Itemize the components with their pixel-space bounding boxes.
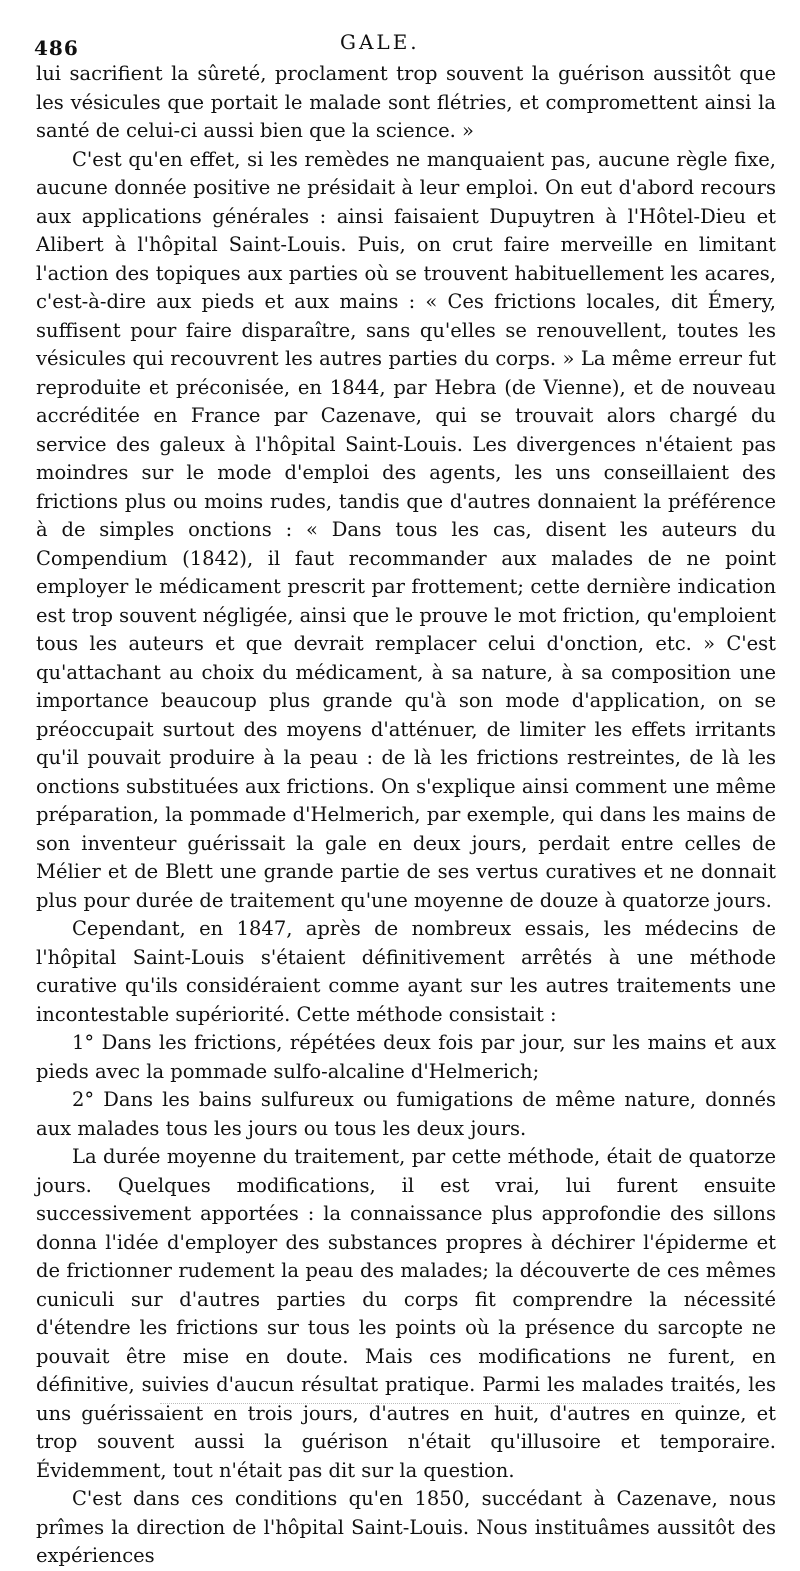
page-number: 486: [34, 36, 79, 60]
paragraph-remedies: C'est qu'en effet, si les remèdes ne manquaient pas, aucune règle fixe, aucune donnée positive ne présidait à leur emploi. On eut d'abord recours aux applications générales : ainsi faisaient Dupuytren à l'Hôtel-Dieu et Alibert à l'hôpital Saint-Louis. Puis, on crut faire merveille en limitant l'action des topiques aux parties où se trouvent habituellement les acares, c'est-à-dire aux pieds et aux mains : « Ces frictions locales, dit Émery, suffisent pour faire disparaître, sans qu'elles se renouvellent, toutes les vésicules qui recouvrent les autres parties du corps. » La même erreur fut reproduite et préconisée, en 1844, par Hebra (de Vienne), et de nouveau accréditée en France par Cazenave, qui se trouvait alors chargé du service des galeux à l'hôpital Saint-Louis. Les divergences n'étaient pas moindres sur le mode d'emploi des agents, les uns conseillaient des frictions plus ou moins rudes, tandis que d'autres donnaient la préférence à de simples onctions : « Dans tous les cas, disent les auteurs du Compendium (1842), il faut recommander aux malades de ne point employer le médicament prescrit par frottement; cette dernière indication est trop souvent négligée, ainsi que le prouve le mot friction, qu'emploient tous les auteurs et que devrait remplacer celui d'onction, etc. » C'est qu'attachant au choix du médicament, à sa nature, à sa composition une importance beaucoup plus grande qu'à son mode d'application, on se préoccupait surtout des moyens d'atténuer, de limiter les effets irritants qu'il pouvait produire à la peau : de là les frictions restreintes, de là les onctions substituées aux frictions. On s'explique ainsi comment une même préparation, la pommade d'Helmerich, par exemple, qui dans les mains de son inventeur guérissait la gale en deux jours, perdait entre celles de Mélier et de Blett une grande partie de ses vertus curatives et ne donnait plus pour durée de traitement qu'une moyenne de douze à quatorze jours.: [36, 147, 776, 912]
paragraph-1847-method: Cependant, en 1847, après de nombreux essais, les médecins de l'hôpital Saint-Louis s'étaient définitivement arrêtés à une méthode curative qu'ils considéraient comme ayant sur les autres traitements une incontestable supériorité. Cette méthode consistait :: [36, 917, 776, 1026]
list-item-frictions: 1° Dans les frictions, répétées deux fois par jour, sur les mains et aux pieds avec la pommade sulfo-alcaline d'Helmerich;: [36, 1031, 776, 1083]
list-item-baths: 2° Dans les bains sulfureux ou fumigations de même nature, donnés aux malades tous les jours ou tous les deux jours.: [36, 1088, 776, 1140]
footer-bleed-line: [160, 1403, 680, 1410]
paragraph-1850: C'est dans ces conditions qu'en 1850, succédant à Cazenave, nous prîmes la direction de l'hôpital Saint-Louis. Nous instituâmes aussitôt des expériences: [36, 1487, 776, 1567]
running-head: [20, 30, 780, 60]
body-text: [36, 60, 776, 1571]
paragraph-treatment-duration: La durée moyenne du traitement, par cette méthode, était de quatorze jours. Quelques modifications, il est vrai, lui furent ensuite successivement apportées : la connaissance plus approfondie des sillons donna l'idée d'employer des substances propres à déchirer l'épiderme et de frictionner rudement la peau des malades; la découverte de ces mêmes cuniculi sur d'autres parties du corps fit comprendre la nécessité d'étendre les frictions sur tous les points où la présence du sarcopte ne pouvait être mise en doute. Mais ces modifications ne furent, en définitive, suivies d'aucun résultat pratique. Parmi les malades traités, les uns guérissaient en trois jours, d'autres en huit, d'autres en quinze, et trop souvent aussi la guérison n'était qu'illusoire et temporaire. Évidemment, tout n'était pas dit sur la question.: [36, 1145, 776, 1482]
running-title: GALE.: [340, 30, 420, 54]
paragraph-continuation: lui sacrifient la sûreté, proclament trop souvent la guérison aussitôt que les vésicules que portait le malade sont flétries, et compromettent ainsi la santé de celui-ci aussi bien que la science. »: [36, 62, 776, 142]
